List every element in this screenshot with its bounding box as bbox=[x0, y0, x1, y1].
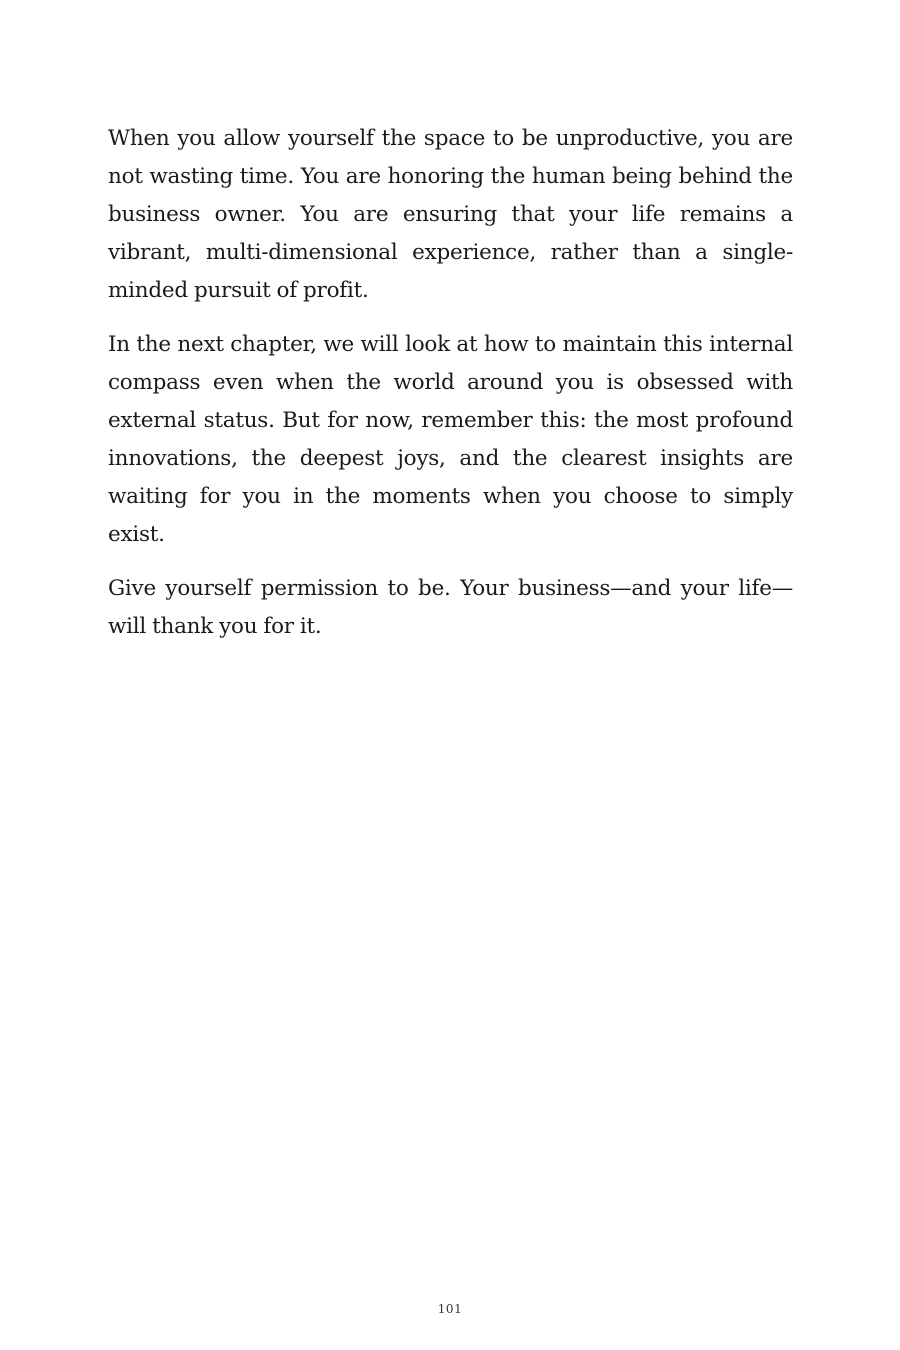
paragraph: When you allow yourself the space to be unproductive, you are not wasting time. You are honoring the human being behind the business owner. You are ensuring that your life remains a vibrant, multi-dimensional experience, rather than a single-minded pursuit of profit. bbox=[108, 126, 793, 303]
paragraph: Give yourself permission to be. Your business—and your life—will thank you for it. bbox=[108, 576, 793, 639]
page-number: 101 bbox=[437, 1302, 463, 1316]
body-text bbox=[108, 120, 793, 662]
paragraph: In the next chapter, we will look at how to maintain this internal compass even when the world around you is obsessed with external status. But for now, remember this: the most profound innovations, the deepest joys, and the clearest insights are waiting for you in the moments when you choose to simply exist. bbox=[108, 332, 793, 547]
